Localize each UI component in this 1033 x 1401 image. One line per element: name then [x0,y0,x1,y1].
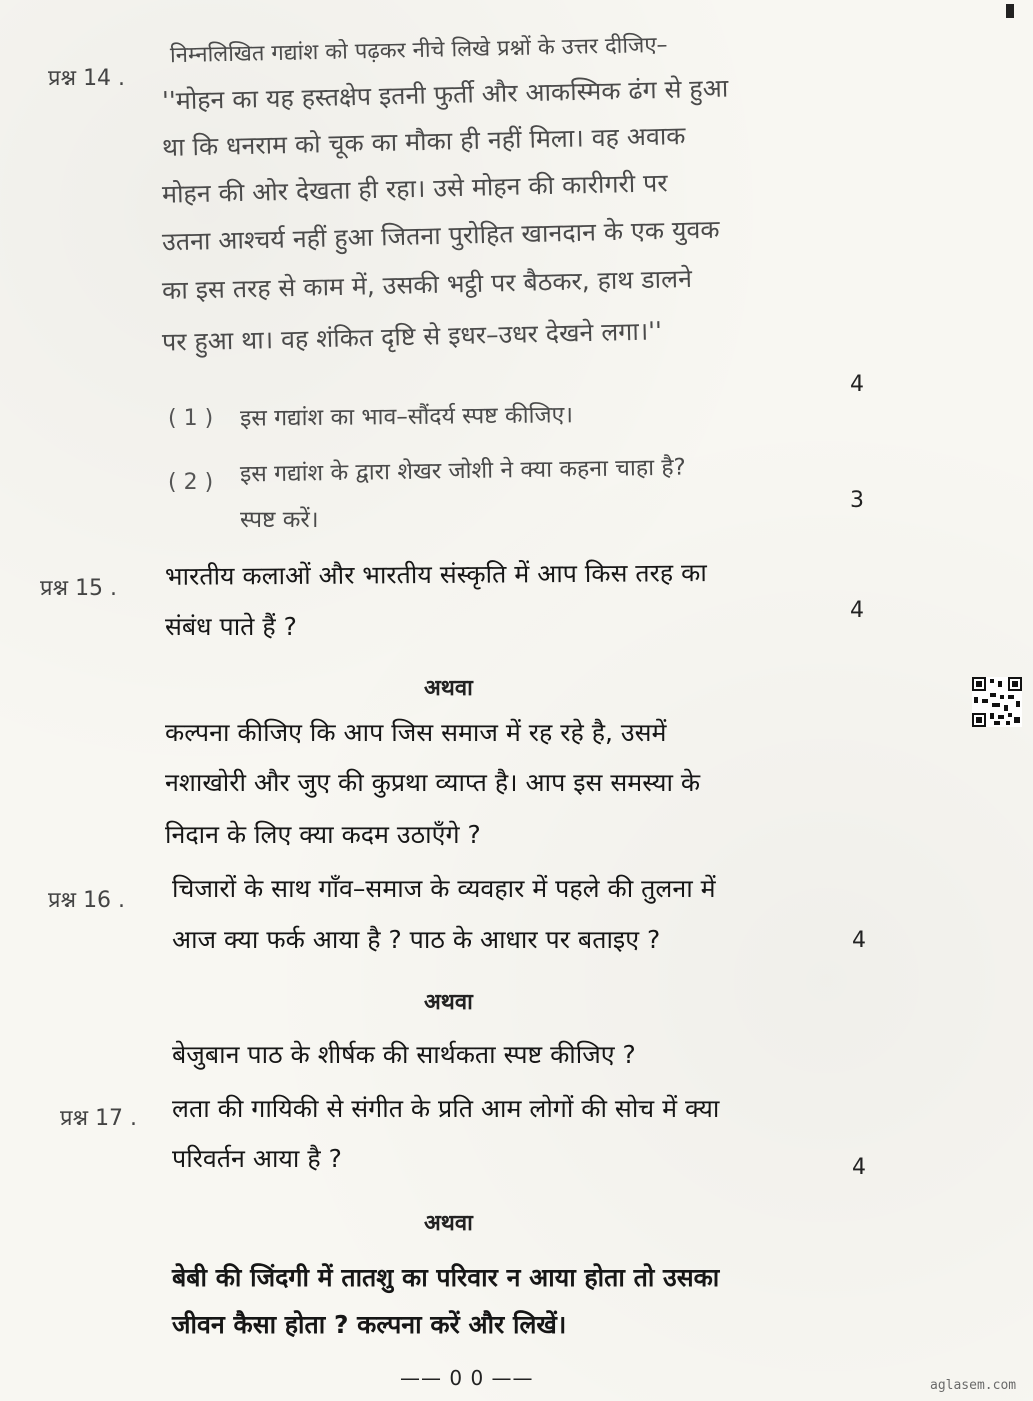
question-17-line-2: परिवर्तन आया है ? [172,1144,342,1173]
sub-question-1-number: ( 1 ) [168,406,214,431]
question-17-or: अथवा [424,1211,473,1236]
question-16-marks: 4 [852,928,866,953]
question-17-marks: 4 [852,1155,866,1180]
question-15-label: प्रश्न 15 . [40,576,118,601]
passage-line-2: था कि धनराम को चूक का मौका ही नहीं मिला। वह अवाक [161,121,686,162]
sub-question-2-text: इस गद्यांश के द्वारा शेखर जोशी ने क्या कहना चाहा है? [239,454,686,488]
sub-question-2-text-cont: स्पष्ट करें। [240,507,319,533]
sub-question-1-marks: 4 [850,372,864,397]
corner-mark [1006,4,1014,18]
question-14-instruction: निम्नलिखित गद्यांश को पढ़कर नीचे लिखे प्रश्नों के उत्तर दीजिए– [169,32,668,69]
question-16-line-1: चिजारों के साथ गाँव–समाज के व्यवहार में पहले की तुलना में [172,874,716,903]
sub-question-2-marks: 3 [850,488,864,513]
passage-line-1: ''मोहन का यह हस्तक्षेप इतनी फुर्ती और आकस्मिक ढंग से हुआ [161,73,729,116]
question-16-or: अथवा [424,990,473,1015]
question-15-line-1: भारतीय कलाओं और भारतीय संस्कृति में आप किस तरह का [164,558,707,591]
question-14-label: प्रश्न 14 . [48,66,126,91]
sub-question-1-text: इस गद्यांश का भाव–सौंदर्य स्पष्ट कीजिए। [239,402,574,432]
question-17-alt-line-1: बेबी की जिंदगी में तातशु का परिवार न आया होता तो उसका [172,1263,720,1292]
qr-code-icon [972,677,1022,727]
question-16-line-2: आज क्या फर्क आया है ? पाठ के आधार पर बताइए ? [172,925,661,954]
question-15-or: अथवा [424,676,473,701]
passage-line-3: मोहन की ओर देखता ही रहा। उसे मोहन की कारीगरी पर [161,168,668,209]
question-16-label: प्रश्न 16 . [48,888,126,913]
question-15-marks: 4 [850,598,864,623]
passage-line-4: उतना आश्चर्य नहीं हुआ जितना पुरोहित खानदान के एक युवक [161,214,720,257]
page-footer: —— 0 0 —— [400,1366,534,1390]
question-17-label: प्रश्न 17 . [60,1106,138,1131]
passage-line-5: का इस तरह से काम में, उसकी भट्ठी पर बैठकर, हाथ डालने [161,263,693,306]
question-16-alt-line: बेजुबान पाठ के शीर्षक की सार्थकता स्पष्ट कीजिए ? [172,1040,636,1069]
question-15-alt-line-1: कल्पना कीजिए कि आप जिस समाज में रह रहे है, उसमें [165,718,667,747]
watermark: aglasem.com [930,1378,1017,1393]
sub-question-2-number: ( 2 ) [168,470,214,495]
question-15-alt-line-3: निदान के लिए क्या कदम उठाएँगे ? [165,820,481,849]
question-17-alt-line-2: जीवन कैसा होता ? कल्पना करें और लिखें। [172,1310,567,1339]
question-17-line-1: लता की गायिकी से संगीत के प्रति आम लोगों की सोच में क्या [172,1094,720,1123]
passage-line-6: पर हुआ था। वह शंकित दृष्टि से इधर–उधर देखने लगा।'' [161,316,663,357]
question-15-line-2: संबंध पाते हैं ? [165,612,297,641]
question-15-alt-line-2: नशाखोरी और जुए की कुप्रथा व्याप्त है। आप इस समस्या के [165,768,701,797]
